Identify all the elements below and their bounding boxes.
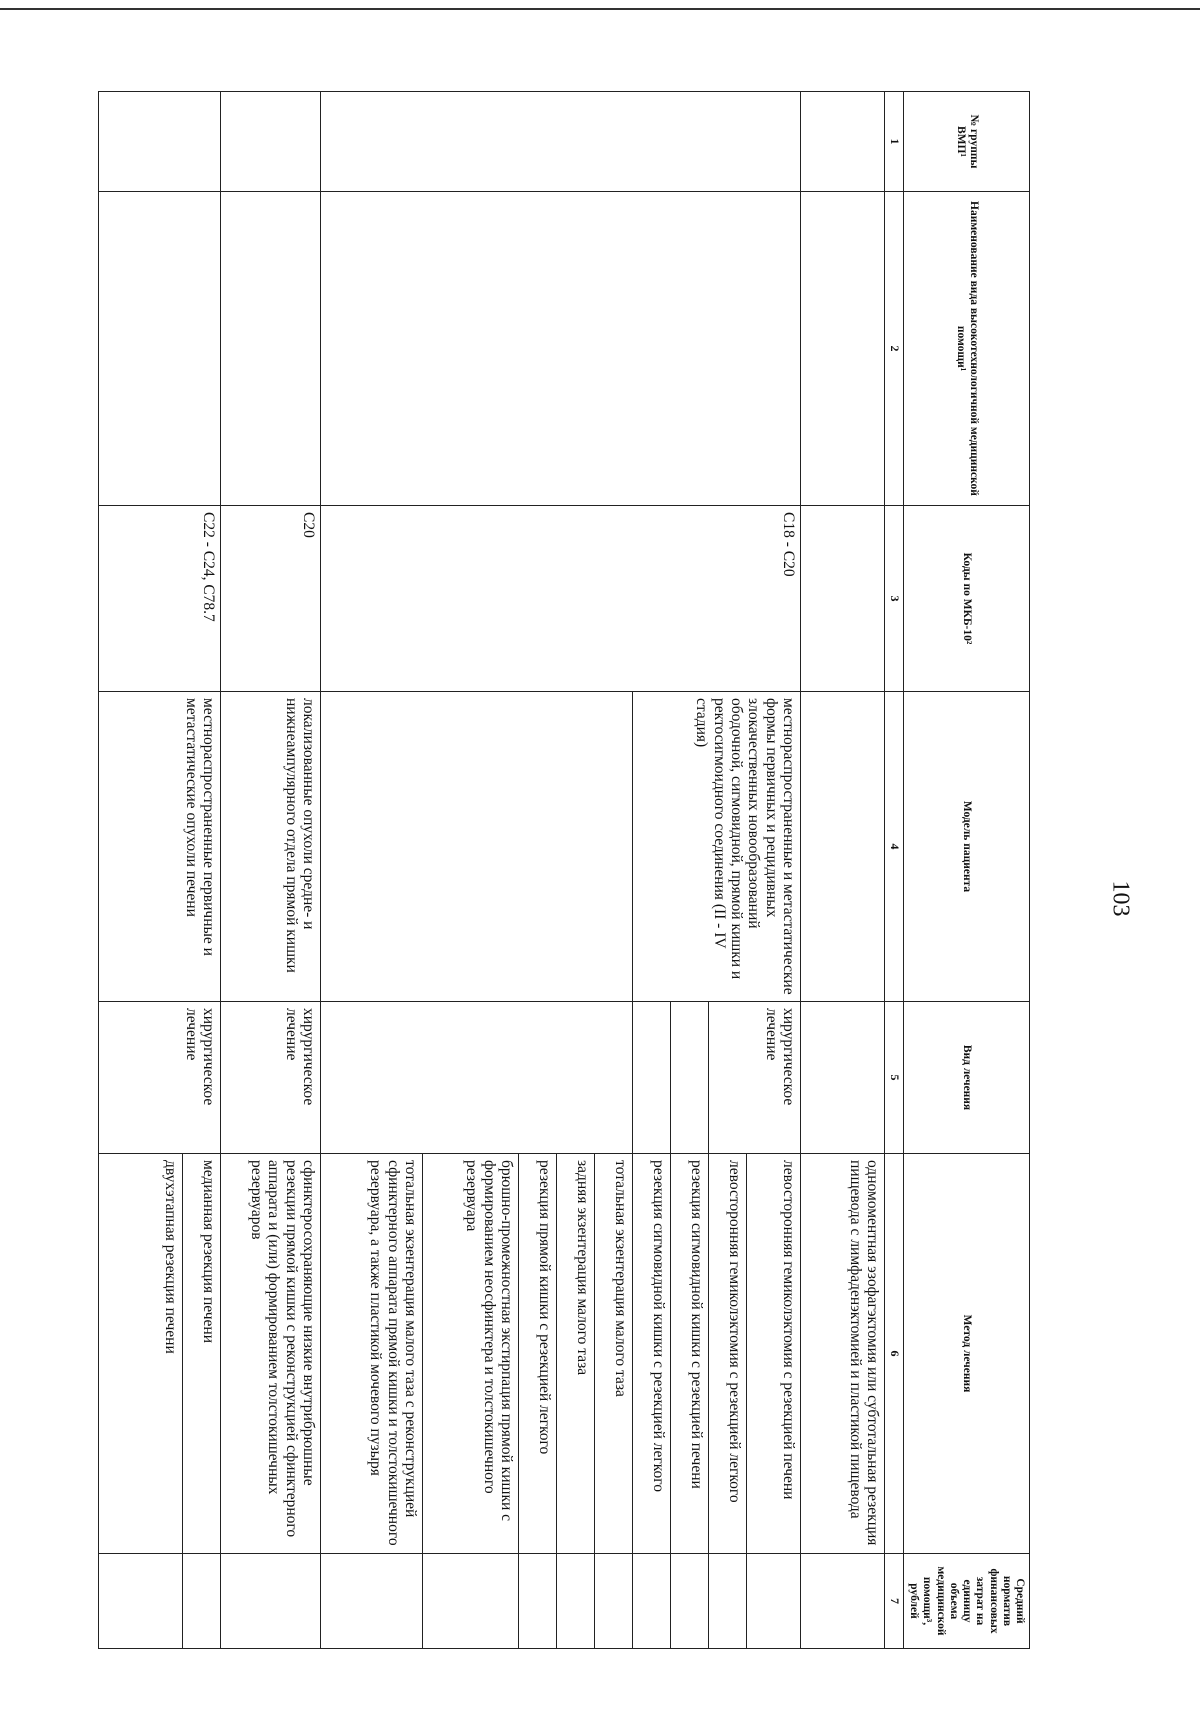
- rotated-table-container: [112, 91, 1030, 1636]
- column-number: 4: [885, 692, 904, 1002]
- header-method: Метод лечения: [904, 1154, 1030, 1554]
- cell-norm: [633, 1554, 671, 1649]
- cell-method: левосторонняя гемиколэктомия с резекцией печени: [747, 1154, 801, 1554]
- cell-norm: [519, 1554, 557, 1649]
- header-group: № группы ВМП¹: [904, 92, 1030, 192]
- column-number: 3: [885, 506, 904, 692]
- column-number: 7: [885, 1554, 904, 1649]
- cell-treatment: [801, 1002, 885, 1154]
- cell-method: задняя экзентерация малого таза: [557, 1154, 595, 1554]
- cell-method: резекция прямой кишки с резекцией легкого: [519, 1154, 557, 1554]
- cell-treatment: хирургическое лечение: [709, 1002, 801, 1154]
- cell-method: резекция сигмовидной кишки с резекцией печени: [671, 1154, 709, 1554]
- cell-method: тотальная экзентерация малого таза: [595, 1154, 633, 1554]
- cell-group: [321, 92, 801, 192]
- cell-model: [321, 692, 633, 1002]
- cell-norm: [709, 1554, 747, 1649]
- cell-norm: [321, 1554, 423, 1649]
- cell-norm: [747, 1554, 801, 1649]
- header-name: Наименование вида высокотехнологичной медицинской помощи¹: [904, 192, 1030, 506]
- cell-codes: C18 - C20: [321, 506, 801, 692]
- cell-treatment: хирургическое лечение: [99, 1002, 221, 1154]
- table-row: [801, 92, 885, 1649]
- cell-codes: [801, 506, 885, 692]
- cell-norm: [183, 1554, 221, 1649]
- header-row: [904, 92, 1030, 1649]
- cell-method: левосторонняя гемиколэктомия с резекцией легкого: [709, 1154, 747, 1554]
- cell-codes: C22 - C24, C78.7: [99, 506, 221, 692]
- cell-treatment: [671, 1002, 709, 1154]
- cell-norm: [423, 1554, 519, 1649]
- table-row: [747, 92, 801, 1649]
- cell-name: [801, 192, 885, 506]
- cell-method: одномоментная эзофагэктомия или субтотальная резекция пищевода с лимфаденэктомией и пластикой пищевода: [801, 1154, 885, 1554]
- cell-group: [221, 92, 321, 192]
- cell-group: [801, 92, 885, 192]
- header-norm: Средний норматив финансовых затрат на единицу объема медицинской помощи³, рублей: [904, 1554, 1030, 1649]
- cell-treatment: [321, 1002, 633, 1154]
- cell-name: [221, 192, 321, 506]
- cell-method: сфинктеросохраняющие низкие внутрибрюшные резекции прямой кишки с реконструкцией сфинктерного аппарата и (или) формированием толстокишечных резервуаров: [221, 1154, 321, 1554]
- cell-model: [801, 692, 885, 1002]
- column-number: 6: [885, 1154, 904, 1554]
- page-number: 103: [1107, 880, 1134, 917]
- cell-codes: C20: [221, 506, 321, 692]
- cell-model: локализованные опухоли средне- и нижнеампулярного отдела прямой кишки: [221, 692, 321, 1002]
- cell-name: [321, 192, 801, 506]
- cell-norm: [595, 1554, 633, 1649]
- cell-method: тотальная экзентерация малого таза с реконструкцией сфинктерного аппарата прямой кишки и толстокишечного резервуара, а также пластикой мочевого пузыря: [321, 1154, 423, 1554]
- cell-model: местнораспространенные и метастатические формы первичных и рецидивных злокачественных новообразований ободочной, сигмовидной, прямой кишки и ректосигмоидного соединения (II - IV стадия): [633, 692, 801, 1002]
- cell-method: медианная резекция печени: [183, 1154, 221, 1554]
- cell-group: [99, 92, 221, 192]
- top-rule: [0, 8, 1200, 10]
- cell-norm: [557, 1554, 595, 1649]
- cell-norm: [801, 1554, 885, 1649]
- vmp-table: [98, 91, 1030, 1649]
- cell-treatment: хирургическое лечение: [221, 1002, 321, 1154]
- cell-model: местнораспространенные первичные и метастатические опухоли печени: [99, 692, 221, 1002]
- header-treatment: Вид лечения: [904, 1002, 1030, 1154]
- column-number-row: [885, 92, 904, 1649]
- table-row: [183, 92, 221, 1649]
- cell-treatment: [633, 1002, 671, 1154]
- cell-method: резекция сигмовидной кишки с резекцией легкого: [633, 1154, 671, 1554]
- cell-norm: [99, 1554, 183, 1649]
- header-codes: Коды по МКБ-10²: [904, 506, 1030, 692]
- cell-name: [99, 192, 221, 506]
- column-number: 1: [885, 92, 904, 192]
- cell-method: двухэтапная резекция печени: [99, 1154, 183, 1554]
- cell-norm: [671, 1554, 709, 1649]
- column-number: 2: [885, 192, 904, 506]
- cell-method: брюшно-промежностная экстирпация прямой кишки с формированием неосфинктера и толстокишечного резервуара: [423, 1154, 519, 1554]
- table-row: [221, 92, 321, 1649]
- header-model: Модель пациента: [904, 692, 1030, 1002]
- cell-norm: [221, 1554, 321, 1649]
- column-number: 5: [885, 1002, 904, 1154]
